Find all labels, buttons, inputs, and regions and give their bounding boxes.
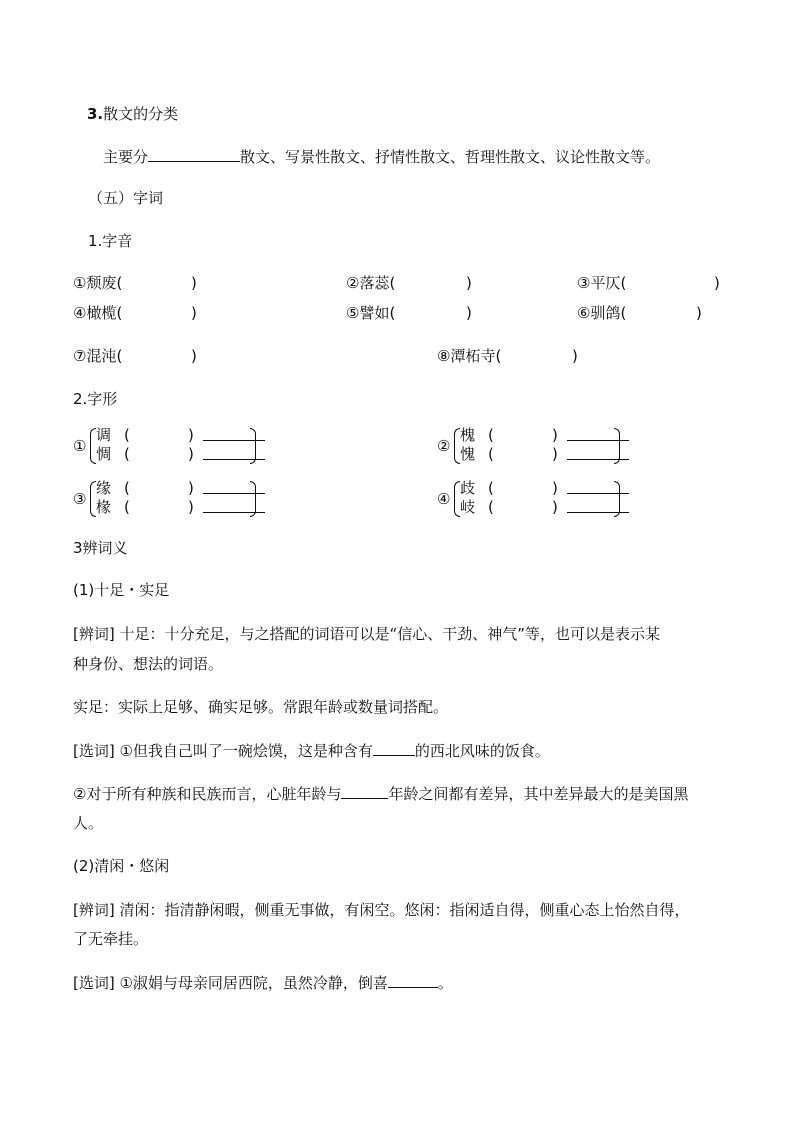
right-brace — [614, 428, 620, 464]
answer-blank[interactable] — [388, 972, 438, 988]
pron-close-4: ) — [191, 304, 197, 322]
pron-close-7: ) — [191, 347, 197, 365]
right-brace — [250, 481, 256, 517]
section-3-title — [87, 104, 178, 124]
word-pair-2-title: (2)清闲・悠闲 — [73, 857, 170, 875]
word-pair-2-explain-line-2: 了无牵挂。 — [73, 930, 149, 948]
pron-close-2: ) — [466, 274, 472, 292]
classification-sentence: 主要分 散文、写景性散文、抒情性散文、哲理性散文、议论性散文等。 — [103, 148, 661, 166]
word-pair-1-explain-line-1: [辨词] 十足：十分充足，与之搭配的词语可以是“信心、干劲、神气”等，也可以是表示某 — [73, 625, 661, 643]
pron-item-5: ⑤譬如( — [346, 304, 396, 322]
answer-blank[interactable] — [373, 740, 415, 756]
word-pair-1-explain-line-2: 种身份、想法的词语。 — [73, 655, 224, 673]
char: 愧 — [460, 445, 476, 463]
pron-close-8: ) — [572, 347, 578, 365]
char: 缘 — [96, 479, 112, 497]
char: 椽 — [96, 498, 112, 516]
section-title-text: 散文的分类 — [103, 105, 179, 123]
char: 惆 — [96, 445, 112, 463]
word-pair-2-explain-line-1: [辨词] 清闲：指清静闲暇，侧重无事做，有闲空。悠闲：指闲适自得，侧重心态上怡然自得， — [73, 901, 690, 919]
pron-item-6: ⑥驯鸽( — [577, 304, 627, 322]
group-number: ④ — [437, 490, 451, 508]
pron-item-3: ③平仄( — [577, 274, 627, 292]
word-pair-1-choice-2: ②对于所有种族和民族而言，心脏年龄与 年龄之间都有差异，其中差异最大的是美国黑 — [73, 785, 689, 803]
word-pair-2-choice-1: [选词] ①淑娟与母亲同居西院，虽然冷静，倒喜 。 — [73, 974, 453, 992]
group-number: ③ — [73, 490, 87, 508]
shape-group-4: ④ 歧 ( ) 岐 ( ) — [437, 479, 637, 519]
char: 歧 — [460, 479, 476, 497]
char: 调 — [96, 426, 112, 444]
pron-item-2: ②落蕊( — [346, 274, 396, 292]
shape-group-3: ③ 缘 ( ) 椽 ( ) — [73, 479, 273, 519]
section-number: 3. — [87, 105, 104, 123]
pron-close-6: ) — [696, 304, 702, 322]
pron-item-8: ⑧潭柘寺( — [437, 347, 502, 365]
pron-close-3: ) — [714, 274, 720, 292]
pron-item-4: ④橄榄( — [73, 304, 123, 322]
char: 岐 — [460, 498, 476, 516]
character-form-heading: 2.字形 — [73, 390, 118, 408]
pron-item-1: ①颓废( — [73, 274, 123, 292]
pron-item-7: ⑦混沌( — [73, 347, 123, 365]
shape-group-1: ① 调 ( ) 惆 ( ) — [73, 426, 273, 466]
pron-close-1: ) — [191, 274, 197, 292]
section-5-heading: （五）字词 — [88, 189, 164, 207]
group-number: ① — [73, 437, 87, 455]
word-pair-1-choice-1: [选词] ①但我自己叫了一碗烩馍，这是种含有 的西北风味的饭食。 — [73, 742, 550, 760]
word-pair-1-title: (1)十足・实足 — [73, 581, 170, 599]
group-number: ② — [437, 437, 451, 455]
right-brace — [614, 481, 620, 517]
word-pair-1-choice-2-cont: 人。 — [73, 814, 104, 832]
word-meaning-heading: 3辨词义 — [73, 539, 128, 557]
right-brace — [250, 428, 256, 464]
shape-group-2: ② 槐 ( ) 愧 ( ) — [437, 426, 637, 466]
answer-blank[interactable] — [148, 146, 240, 162]
pronunciation-heading: 1.字音 — [88, 232, 133, 250]
char: 槐 — [460, 426, 476, 444]
answer-blank[interactable] — [341, 783, 388, 799]
pron-close-5: ) — [466, 304, 472, 322]
word-pair-1-shizu: 实足：实际上足够、确实足够。常跟年龄或数量词搭配。 — [73, 698, 449, 716]
